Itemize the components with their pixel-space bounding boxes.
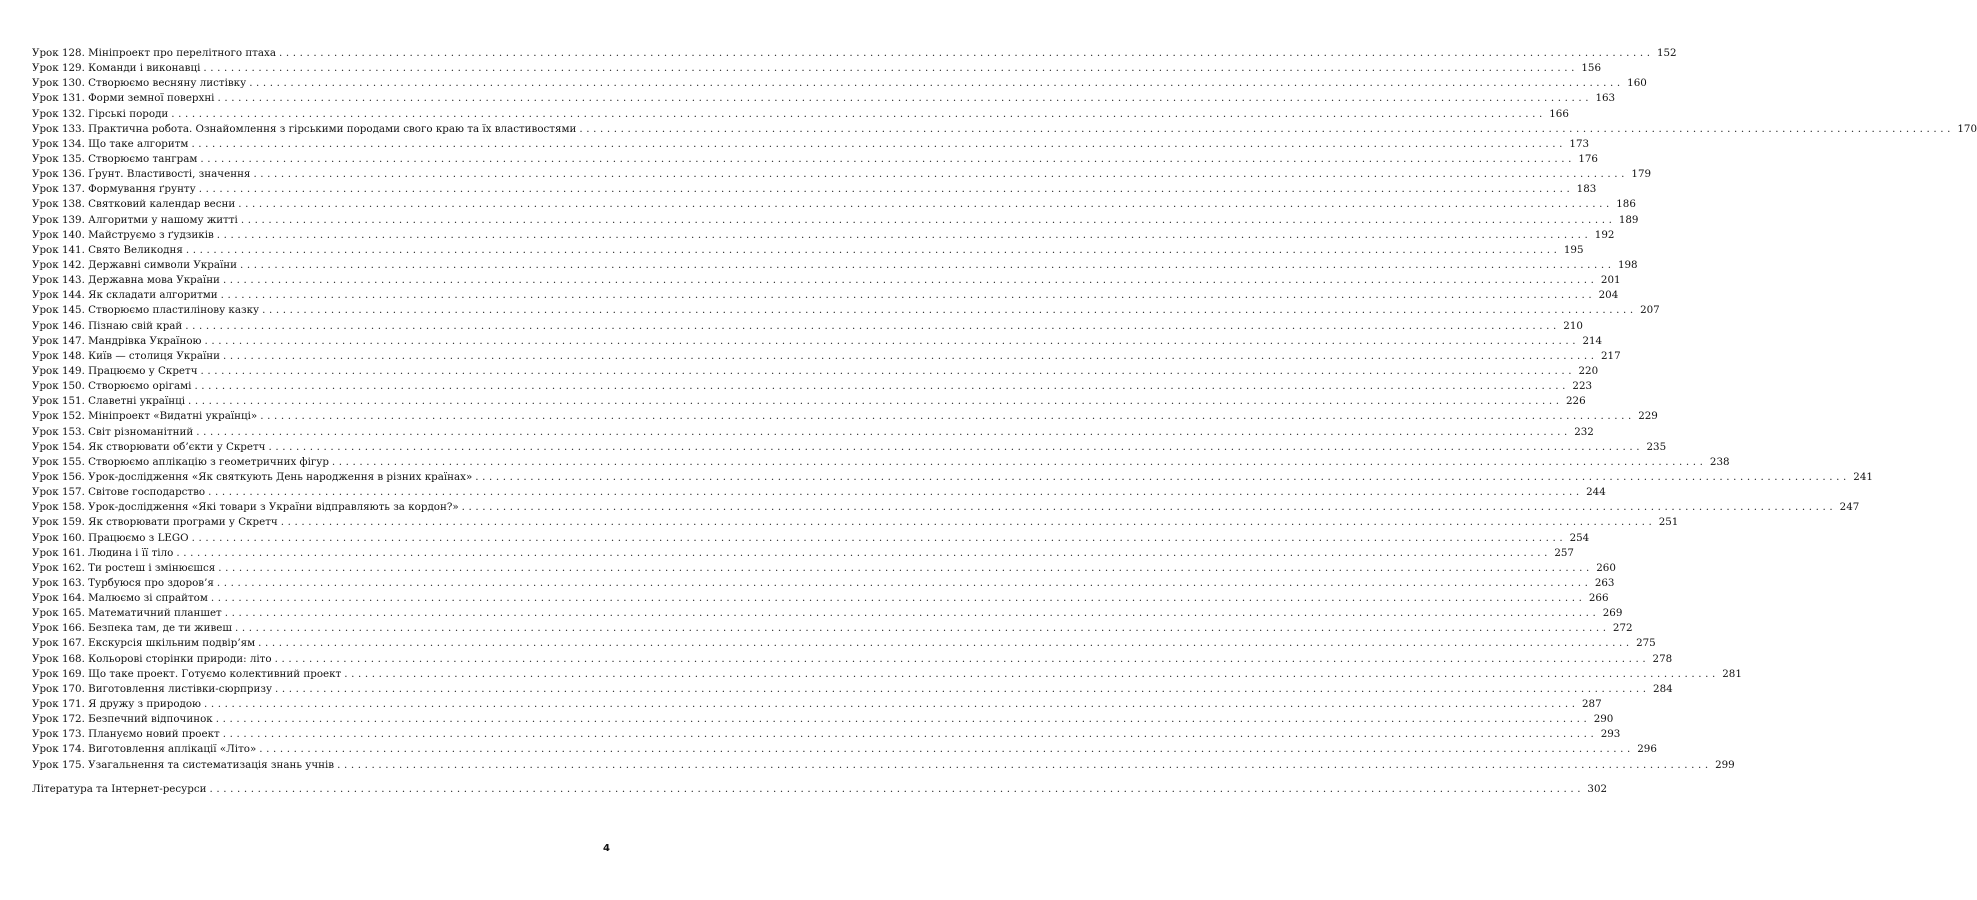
toc-entry: [32, 182, 1597, 197]
dot-leader: ........................................................................................................................................................................................................: [222, 728, 1598, 741]
toc-entry-page: 278: [1652, 652, 1673, 665]
dot-leader: ........................................................................................................................................................................................................: [191, 531, 1567, 544]
toc-entry-page: 204: [1598, 289, 1619, 302]
toc-entry-title: Урок 160. Працюємо з LEGO: [32, 531, 189, 544]
dot-leader: ........................................................................................................................................................................................................: [238, 198, 1613, 211]
toc-entry-title: Урок 142. Державні символи України: [32, 258, 237, 271]
toc-entry: [32, 137, 1590, 152]
toc-entry-page: 247: [1839, 501, 1860, 514]
dot-leader: ........................................................................................................................................................................................................: [239, 258, 1615, 271]
toc-entry-title: Урок 152. Мініпроект «Видатні українці»: [32, 410, 258, 423]
toc-entry-page: 244: [1586, 486, 1606, 499]
toc-entry-title: Урок 146. Пізнаю свій край: [32, 319, 183, 332]
toc-entry-page: 290: [1593, 713, 1614, 726]
toc-entry: [32, 425, 1594, 440]
toc-entry-title: Урок 167. Екскурсія шкільним подвір’ям: [32, 637, 256, 650]
toc-entry-title: Урок 135. Створюємо танграм: [32, 152, 198, 165]
toc-entry-page: 263: [1594, 576, 1615, 589]
toc-entry-title: Урок 145. Створюємо пластилінову казку: [32, 304, 260, 317]
toc-entry: [32, 258, 1638, 273]
dot-leader: ........................................................................................................................................................................................................: [216, 576, 1592, 589]
dot-leader: ........................................................................................................................................................................................................: [224, 607, 1600, 620]
toc-entry-page: 287: [1582, 698, 1602, 711]
toc-entry-page: 302: [1587, 782, 1608, 795]
dot-leader: ........................................................................................................................................................................................................: [344, 667, 1719, 680]
dot-leader: ........................................................................................................................................................................................................: [249, 77, 1624, 90]
toc-entry: [32, 303, 1660, 318]
toc-entry-title: Урок 150. Створюємо орігамі: [32, 380, 192, 393]
toc-entry-page: 241: [1853, 470, 1873, 483]
toc-entry: [32, 409, 1658, 424]
toc-entry-page: 296: [1637, 743, 1657, 756]
toc-entry-title: Урок 138. Святковий календар весни: [32, 198, 236, 211]
toc-entry-title: Урок 162. Ти ростеш і змінюєшся: [32, 561, 216, 574]
toc-entry-page: 201: [1600, 274, 1621, 287]
toc-entry-title: Урок 163. Турбуюся про здоров’я: [32, 576, 214, 589]
toc-entry: [32, 349, 1621, 364]
dot-leader: ........................................................................................................................................................................................................: [194, 380, 1570, 393]
dot-leader: ........................................................................................................................................................................................................: [234, 622, 1610, 635]
toc-entry: [32, 727, 1621, 742]
toc-entry-title: Урок 165. Математичний планшет: [32, 607, 222, 620]
toc-entry-page: 183: [1576, 183, 1597, 196]
toc-entry: [32, 682, 1673, 697]
toc-entry-title: Урок 154. Як створювати об’єкти у Скретч: [32, 440, 266, 453]
toc-entry-title: Урок 156. Урок-дослідження «Як святкують День народження в різних країнах»: [32, 470, 473, 483]
toc-entry: [32, 228, 1615, 243]
toc-entry-title: Урок 133. Практична робота. Ознайомлення з гірськими породами свого краю та їх властивостями: [32, 122, 577, 135]
toc-entry-page: 299: [1715, 758, 1735, 771]
toc-entry-page: 275: [1636, 637, 1656, 650]
page-number: 4: [603, 843, 610, 854]
dot-leader: ........................................................................................................................................................................................................: [240, 213, 1616, 226]
toc-entry-title: Урок 166. Безпека там, де ти живеш: [32, 622, 232, 635]
toc-entry-page: 254: [1569, 531, 1590, 544]
toc-entry: [32, 485, 1606, 500]
dot-leader: ........................................................................................................................................................................................................: [220, 289, 1596, 302]
table-of-contents: [32, 46, 1977, 797]
toc-entry: [32, 591, 1609, 606]
toc-entry-title: Урок 131. Форми земної поверхні: [32, 92, 215, 105]
toc-entry-page: 186: [1616, 198, 1636, 211]
dot-leader: ........................................................................................................................................................................................................: [223, 349, 1598, 362]
toc-entry-page: 238: [1709, 455, 1730, 468]
toc-entry: [32, 561, 1616, 576]
toc-entry: [32, 636, 1656, 651]
toc-entry-page: 160: [1627, 77, 1647, 90]
dot-leader: ........................................................................................................................................................................................................: [216, 228, 1592, 241]
toc-entry-page: 173: [1569, 137, 1590, 150]
dot-leader: ........................................................................................................................................................................................................: [176, 546, 1551, 559]
toc-entry-page: 257: [1554, 546, 1574, 559]
toc-entry-title: Урок 157. Світове господарство: [32, 486, 206, 499]
toc-entry: [32, 758, 1735, 773]
toc-entry: [32, 61, 1601, 76]
toc-entry: [32, 197, 1636, 212]
dot-leader: ........................................................................................................................................................................................................: [204, 334, 1580, 347]
toc-entry-page: 163: [1595, 92, 1616, 105]
toc-entry-title: Урок 147. Мандрівка Україною: [32, 334, 202, 347]
toc-entry-page: 207: [1640, 304, 1660, 317]
dot-leader: ........................................................................................................................................................................................................: [198, 183, 1574, 196]
dot-leader: ........................................................................................................................................................................................................: [259, 743, 1634, 756]
toc-entry-title: Урок 132. Гірські породи: [32, 107, 169, 120]
toc-entry: [32, 606, 1623, 621]
dot-leader: ........................................................................................................................................................................................................: [331, 455, 1707, 468]
toc-entry-title: Урок 172. Безпечний відпочинок: [32, 713, 213, 726]
toc-entry-title: Урок 173. Плануємо новий проект: [32, 728, 220, 741]
toc-entry-page: 217: [1600, 349, 1621, 362]
dot-leader: ........................................................................................................................................................................................................: [275, 682, 1650, 695]
dot-leader: ........................................................................................................................................................................................................: [268, 440, 1644, 453]
toc-entry-title: Урок 171. Я дружу з природою: [32, 698, 202, 711]
toc-entry-title: Урок 174. Виготовлення аплікації «Літо»: [32, 743, 257, 756]
dot-leader: ........................................................................................................................................................................................................: [218, 561, 1593, 574]
toc-entry-page: 192: [1594, 228, 1615, 241]
toc-entry-page: 156: [1581, 62, 1601, 75]
toc-entry: [32, 470, 1873, 485]
toc-entry-title: Урок 161. Людина і її тіло: [32, 546, 174, 559]
toc-entry-title: Урок 134. Що таке алгоритм: [32, 137, 189, 150]
toc-entry-page: 284: [1653, 682, 1673, 695]
toc-entry: [32, 500, 1860, 515]
dot-leader: ........................................................................................................................................................................................................: [196, 425, 1571, 438]
toc-entry: [32, 107, 1569, 122]
toc-entry: [32, 122, 1977, 137]
toc-entry-title: Урок 155. Створюємо аплікацію з геометричних фігур: [32, 455, 329, 468]
toc-entry-page: 260: [1596, 561, 1616, 574]
dot-leader: ........................................................................................................................................................................................................: [280, 516, 1656, 529]
toc-entry-page: 189: [1618, 213, 1639, 226]
toc-entry-page: 272: [1612, 622, 1633, 635]
dot-leader: ........................................................................................................................................................................................................: [253, 168, 1629, 181]
toc-entry-title: Урок 129. Команди і виконавці: [32, 62, 201, 75]
toc-entry-page: 170: [1957, 122, 1977, 135]
toc-entry-page: 195: [1563, 243, 1584, 256]
toc-entry: [32, 697, 1602, 712]
toc-entry: [32, 455, 1730, 470]
toc-entry-title: Урок 158. Урок-дослідження «Які товари з України відправляють за кордон?»: [32, 501, 459, 514]
toc-entry: [32, 440, 1667, 455]
dot-leader: ........................................................................................................................................................................................................: [579, 122, 1954, 135]
toc-entry-references: [32, 782, 1608, 797]
toc-entry: [32, 667, 1742, 682]
toc-entry-title: Урок 141. Свято Великодня: [32, 243, 183, 256]
dot-leader: ........................................................................................................................................................................................................: [262, 304, 1637, 317]
toc-entry: [32, 515, 1679, 530]
dot-leader: ........................................................................................................................................................................................................: [185, 319, 1560, 332]
toc-entry-title: Урок 159. Як створювати програми у Скретч: [32, 516, 278, 529]
toc-entry-title: Урок 164. Малюємо зі спрайтом: [32, 592, 208, 605]
toc-entry-title: Урок 130. Створюємо весняну листівку: [32, 77, 247, 90]
toc-entry-page: 223: [1572, 380, 1593, 393]
dot-leader: ........................................................................................................................................................................................................: [217, 92, 1593, 105]
toc-entry: [32, 167, 1652, 182]
toc-entry-page: 232: [1574, 425, 1594, 438]
dot-leader: ........................................................................................................................................................................................................: [260, 410, 1635, 423]
toc-entry-page: 235: [1646, 440, 1667, 453]
toc-entry-title: Урок 139. Алгоритми у нашому житті: [32, 213, 238, 226]
dot-leader: ........................................................................................................................................................................................................: [203, 62, 1578, 75]
dot-leader: ........................................................................................................................................................................................................: [204, 698, 1579, 711]
toc-entry-title: Урок 143. Державна мова України: [32, 274, 220, 287]
dot-leader: ........................................................................................................................................................................................................: [200, 364, 1576, 377]
toc-entry: [32, 213, 1639, 228]
toc-entry-title: Урок 169. Що таке проект. Готуємо колективний проект: [32, 667, 342, 680]
toc-entry-page: 229: [1638, 410, 1658, 423]
toc-entry: [32, 76, 1647, 91]
toc-entry: [32, 288, 1619, 303]
toc-entry-title: Урок 136. Ґрунт. Властивості, значення: [32, 168, 251, 181]
toc-entry: [32, 319, 1583, 334]
dot-leader: ........................................................................................................................................................................................................: [278, 47, 1654, 59]
toc-entry-title: Урок 148. Київ — столиця України: [32, 349, 220, 362]
toc-entry-page: 176: [1578, 152, 1598, 165]
toc-entry-page: 220: [1578, 364, 1599, 377]
toc-entry-page: 198: [1617, 258, 1638, 271]
dot-leader: ........................................................................................................................................................................................................: [200, 152, 1575, 165]
toc-entry-page: 210: [1563, 319, 1583, 332]
toc-entry-page: 293: [1600, 728, 1621, 741]
dot-leader: ........................................................................................................................................................................................................: [274, 652, 1650, 665]
toc-entry: [32, 379, 1593, 394]
dot-leader: ........................................................................................................................................................................................................: [475, 470, 1850, 483]
dot-leader: ........................................................................................................................................................................................................: [210, 592, 1586, 605]
dot-leader: ........................................................................................................................................................................................................: [191, 137, 1567, 150]
dot-leader: ........................................................................................................................................................................................................: [185, 243, 1561, 256]
toc-entry-title: Урок 137. Формування ґрунту: [32, 183, 196, 196]
toc-entry-title: Урок 140. Майструємо з ґудзиків: [32, 228, 214, 241]
toc-entry-title: Література та Інтернет-ресурси: [32, 782, 207, 795]
toc-entry: [32, 243, 1584, 258]
toc-entry-page: 281: [1722, 667, 1742, 680]
dot-leader: ........................................................................................................................................................................................................: [337, 758, 1712, 771]
toc-entry-title: Урок 168. Кольорові сторінки природи: літо: [32, 652, 272, 665]
toc-entry-page: 152: [1656, 47, 1677, 59]
toc-entry-title: Урок 128. Мініпроект про перелітного птаха: [32, 47, 276, 59]
toc-entry-title: Урок 153. Світ різноманітний: [32, 425, 194, 438]
toc-entry-title: Урок 149. Працюємо у Скретч: [32, 364, 198, 377]
toc-entry-page: 179: [1631, 168, 1652, 181]
dot-leader: ........................................................................................................................................................................................................: [215, 713, 1591, 726]
toc-entry-page: 226: [1565, 395, 1586, 408]
toc-entry-title: Урок 170. Виготовлення листівки-сюрпризу: [32, 682, 273, 695]
toc-entry: [32, 394, 1586, 409]
toc-entry: [32, 742, 1657, 757]
toc-entry: [32, 546, 1574, 561]
toc-entry-title: Урок 144. Як складати алгоритми: [32, 289, 218, 302]
toc-entry-page: 166: [1549, 107, 1569, 120]
toc-entry: [32, 152, 1598, 167]
toc-entry-page: 266: [1588, 592, 1609, 605]
toc-entry: [32, 712, 1614, 727]
toc-entry-page: 269: [1602, 607, 1623, 620]
dot-leader: ........................................................................................................................................................................................................: [208, 486, 1583, 499]
toc-entry-title: Урок 151. Славетні українці: [32, 395, 186, 408]
dot-leader: ........................................................................................................................................................................................................: [461, 501, 1837, 514]
dot-leader: ........................................................................................................................................................................................................: [188, 395, 1563, 408]
toc-entry-page: 251: [1658, 516, 1679, 529]
toc-entry: [32, 334, 1603, 349]
dot-leader: ........................................................................................................................................................................................................: [258, 637, 1633, 650]
toc-entry: [32, 364, 1599, 379]
toc-entry: [32, 531, 1590, 546]
toc-entry-title: Урок 175. Узагальнення та систематизація знань учнів: [32, 758, 335, 771]
dot-leader: ........................................................................................................................................................................................................: [171, 107, 1546, 120]
toc-entry: [32, 91, 1616, 106]
toc-entry: [32, 621, 1633, 636]
toc-entry: [32, 576, 1615, 591]
toc-entry: [32, 273, 1621, 288]
toc-entry: [32, 46, 1677, 61]
dot-leader: ........................................................................................................................................................................................................: [222, 274, 1598, 287]
dot-leader: ........................................................................................................................................................................................................: [209, 782, 1585, 795]
toc-entry-page: 214: [1582, 334, 1603, 347]
toc-entry: [32, 652, 1673, 667]
